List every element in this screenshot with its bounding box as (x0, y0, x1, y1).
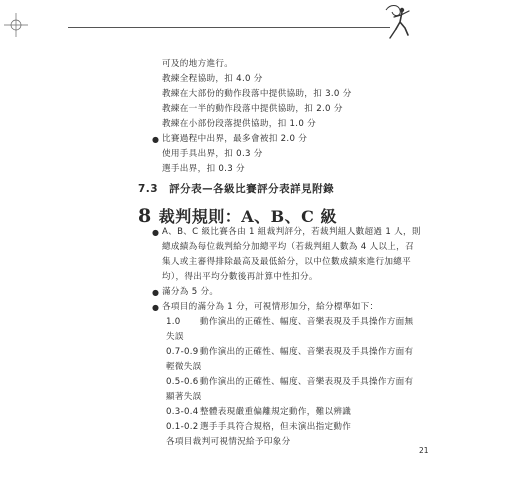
intro-line: 教練在一半的動作段落中提供協助，扣 2.0 分 (162, 104, 343, 114)
criteria-continuation: 顯著失誤 (166, 392, 202, 402)
section-8-title: 裁判規則：A、B、C 級 (158, 207, 337, 226)
criteria-row (166, 347, 413, 358)
section-8-number: 8 (138, 205, 152, 227)
criteria-code: 0.1-0.2 (166, 422, 199, 432)
paragraph-line: A、B、C 級比賽各由 1 組裁判評分，若裁判組人數超過 1 人，則 (162, 227, 421, 237)
final-line: 各項目裁判可視情況給予印象分 (166, 437, 291, 447)
page-number: 21 (419, 446, 429, 455)
criteria-text: 整體表現嚴重偏離規定動作，難以辨識 (200, 407, 352, 417)
intro-line: 教練在小部份段落提供協助，扣 1.0 分 (162, 119, 317, 129)
bullet-icon: ● (152, 288, 159, 297)
intro-line: 可及的地方進行。 (162, 59, 234, 69)
criteria-row (166, 377, 413, 388)
criteria-code: 1.0 (166, 317, 181, 327)
section-8-heading (138, 204, 337, 227)
criteria-continuation: 輕微失誤 (166, 362, 202, 372)
registration-mark-icon (4, 13, 28, 37)
criteria-code: 0.5-0.6 (166, 377, 199, 387)
bullet-icon: ● (152, 228, 159, 237)
criteria-code: 0.3-0.4 (166, 407, 199, 417)
criteria-text: 動作演出的正確性、幅度、音樂表現及手具操作方面無 (200, 317, 414, 327)
paragraph-line: 各項目的滿分為 1 分，可視情形加分，給分標準如下： (162, 302, 379, 312)
header-rule (68, 27, 390, 28)
criteria-text: 動作演出的正確性、幅度、音樂表現及手具操作方面有 (200, 377, 414, 387)
paragraph-line: 滿分為 5 分。 (162, 287, 219, 297)
intro-line: 教練在大部份的動作段落中提供協助，扣 3.0 分 (162, 89, 352, 99)
ribbon-gymnast-icon (382, 2, 416, 48)
paragraph-line: 均），得出平均分數後再計算中性扣分。 (162, 272, 318, 282)
criteria-row (166, 422, 351, 433)
criteria-row (166, 407, 351, 418)
criteria-row (166, 317, 413, 328)
criteria-code: 0.7-0.9 (166, 347, 199, 357)
criteria-text: 選手手具符合規格，但未演出指定動作 (200, 422, 352, 432)
paragraph-line: 總成績為每位裁判給分加總平均（若裁判組人數為 4 人以上，召 (162, 242, 414, 252)
criteria-continuation: 失誤 (166, 332, 184, 342)
out-of-bounds-bullet: 比賽過程中出界，最多會被扣 2.0 分 (162, 134, 308, 144)
bullet-icon: ● (152, 135, 159, 144)
intro-line: 教練全程協助，扣 4.0 分 (162, 74, 263, 84)
section-7-3-heading: 7.3 評分表—各級比賽評分表詳見附錄 (138, 183, 335, 195)
paragraph-line: 集人或主審得排除最高及最低給分，以中位數成績來進行加總平 (162, 257, 412, 267)
out-of-bounds-line: 選手出界，扣 0.3 分 (162, 164, 245, 174)
out-of-bounds-line: 使用手具出界，扣 0.3 分 (162, 149, 263, 159)
criteria-text: 動作演出的正確性、幅度、音樂表現及手具操作方面有 (200, 347, 414, 357)
bullet-icon: ● (152, 303, 159, 312)
